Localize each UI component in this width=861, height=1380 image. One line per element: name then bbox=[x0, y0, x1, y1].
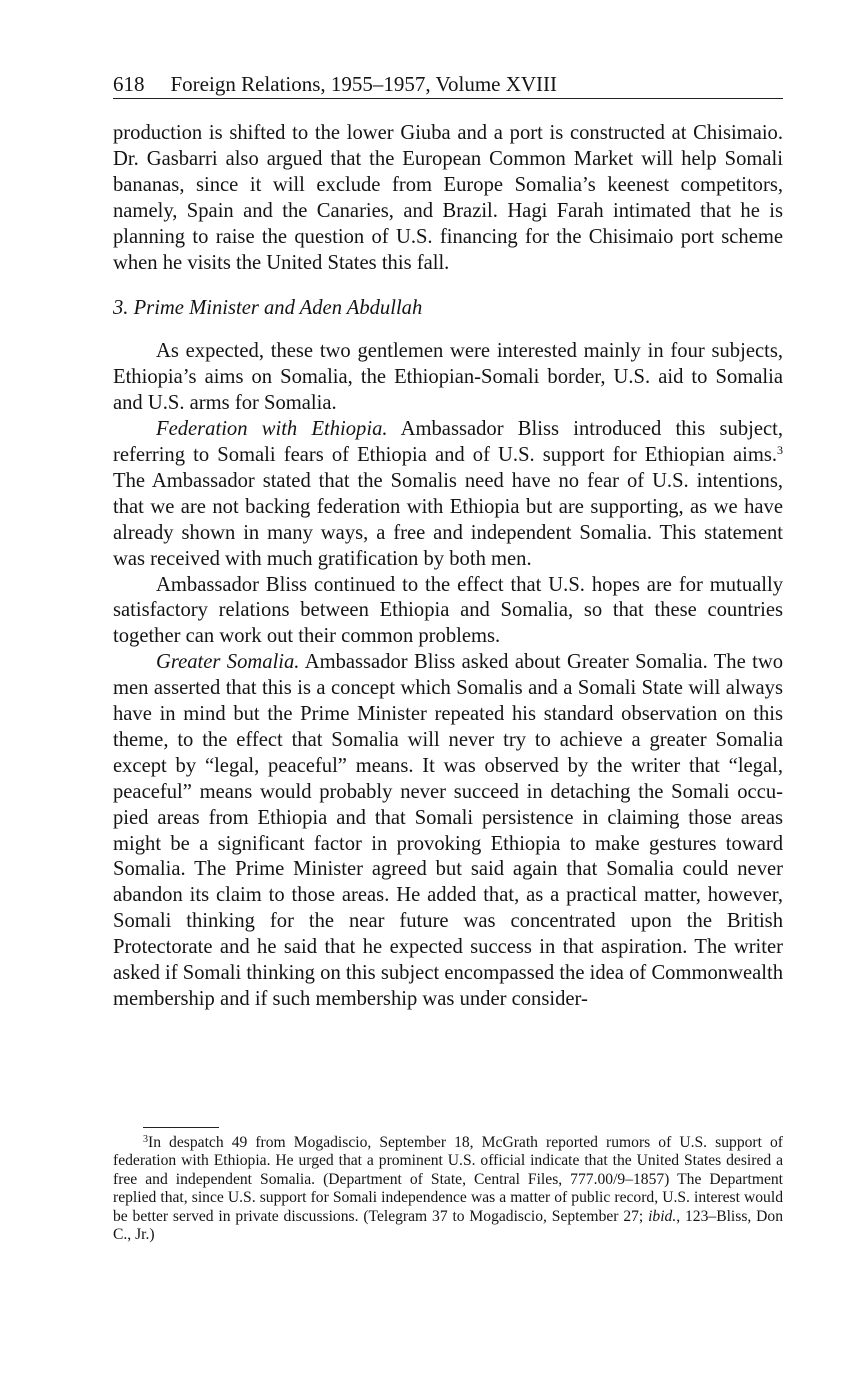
footnote-reference: 3 bbox=[777, 442, 783, 457]
footnote-ibid: ibid. bbox=[648, 1207, 677, 1225]
body-text bbox=[113, 121, 783, 1013]
paragraph-greater-somalia bbox=[113, 650, 783, 1013]
footnote-text-b: , 123–Bliss, Don C., Jr.) bbox=[113, 1207, 783, 1244]
paragraph-4: Ambassador Bliss continued to the effect that U.S. hopes are for mutually satisfactory relations between Ethiopia and Somalia, so that these countries together can work out their common problems. bbox=[113, 573, 783, 648]
section-heading: 3. Prime Minister and Aden Abdullah bbox=[113, 297, 423, 320]
paragraph-greater-somalia-text: Ambassador Bliss asked about Greater Somalia. The two men asserted that this is a concept which Somalis and a Somali State will always have in mind but the Prime Minister repeated his standard observation on this theme, to the effect that Somalia will never try to achieve a greater Somalia except by “legal, peaceful” means. It was observed by the writer that “legal, peaceful” means would probably never succeed in detaching the Somali occupied areas from Ethiopia and that Somali persistence in claiming those areas might be a significant factor in provoking Ethiopia to make gestures toward Somalia. The Prime Minister agreed but said again that Somalia could never abandon its claim to those areas. He added that, as a practical matter, however, Somali thinking for the near future was concentrated upon the British Protectorate and he said that he expected success in that aspiration. The writer asked if Somali thinking on this subject encompassed the idea of Commonwealth membership and if such membership was under consider- bbox=[113, 651, 783, 1010]
running-header bbox=[113, 70, 783, 99]
paragraph-1: production is shifted to the lower Giuba and a port is constructed at Chisimaio. Dr. Gasbarri also argued that the European Common Market will help Somali bananas, since it will exclude from Europe Somalia’s keenest competitors, namely, Spain and the Canaries, and Brazil. Hagi Farah intimated that he is planning to raise the question of U.S. financing for the Chisimaio port scheme when he visits the United States this fall. bbox=[113, 122, 783, 274]
footnote-text-a: In despatch 49 from Mogadiscio, September 18, McGrath reported rumors of U.S. support of federation with Ethiopia. He urged that a prominent U.S. official indicate that the United States desired a free and independent Somalia. (Department of State, Central Files, 777.00/9–1857) The Department replied that, since U.S. support for Somali independence was a matter of public record, U.S. interest would be better served in private discussions. (Telegram 37 to Mogadiscio, September 27; bbox=[113, 1134, 783, 1225]
topic-federation: Federation with Ethiopia. bbox=[156, 418, 388, 441]
paragraph-federation bbox=[113, 417, 783, 572]
paragraph-2: As expected, these two gentlemen were interested mainly in four subjects, Ethiopia’s aims on Somalia, the Ethiopian-Somali border, U.S. aid to Somalia and U.S. arms for Somalia. bbox=[113, 340, 783, 415]
footnote-rule bbox=[143, 1127, 219, 1128]
footnote-marker: 3 bbox=[143, 1134, 148, 1145]
topic-greater-somalia: Greater Somalia. bbox=[156, 651, 300, 674]
running-title: Foreign Relations, 1955–1957, Volume XVIII bbox=[170, 72, 558, 96]
page-number: 618 bbox=[113, 72, 145, 96]
footnote-3 bbox=[113, 1134, 783, 1244]
paragraph-federation-text-a: Ambassador Bliss introduced this subject, referring to Somali fears of Ethiopia and of U.S. support for Ethiopian aims. bbox=[113, 418, 783, 466]
footnotes bbox=[113, 1134, 783, 1244]
paragraph-federation-text-b: The Ambassador stated that the Somalis need have no fear of U.S. intentions, that we are not backing federation with Ethiopia but are supporting, as we have already shown in many ways, a free and independent Somalia. This statement was received with much gratification by both men. bbox=[113, 469, 783, 570]
